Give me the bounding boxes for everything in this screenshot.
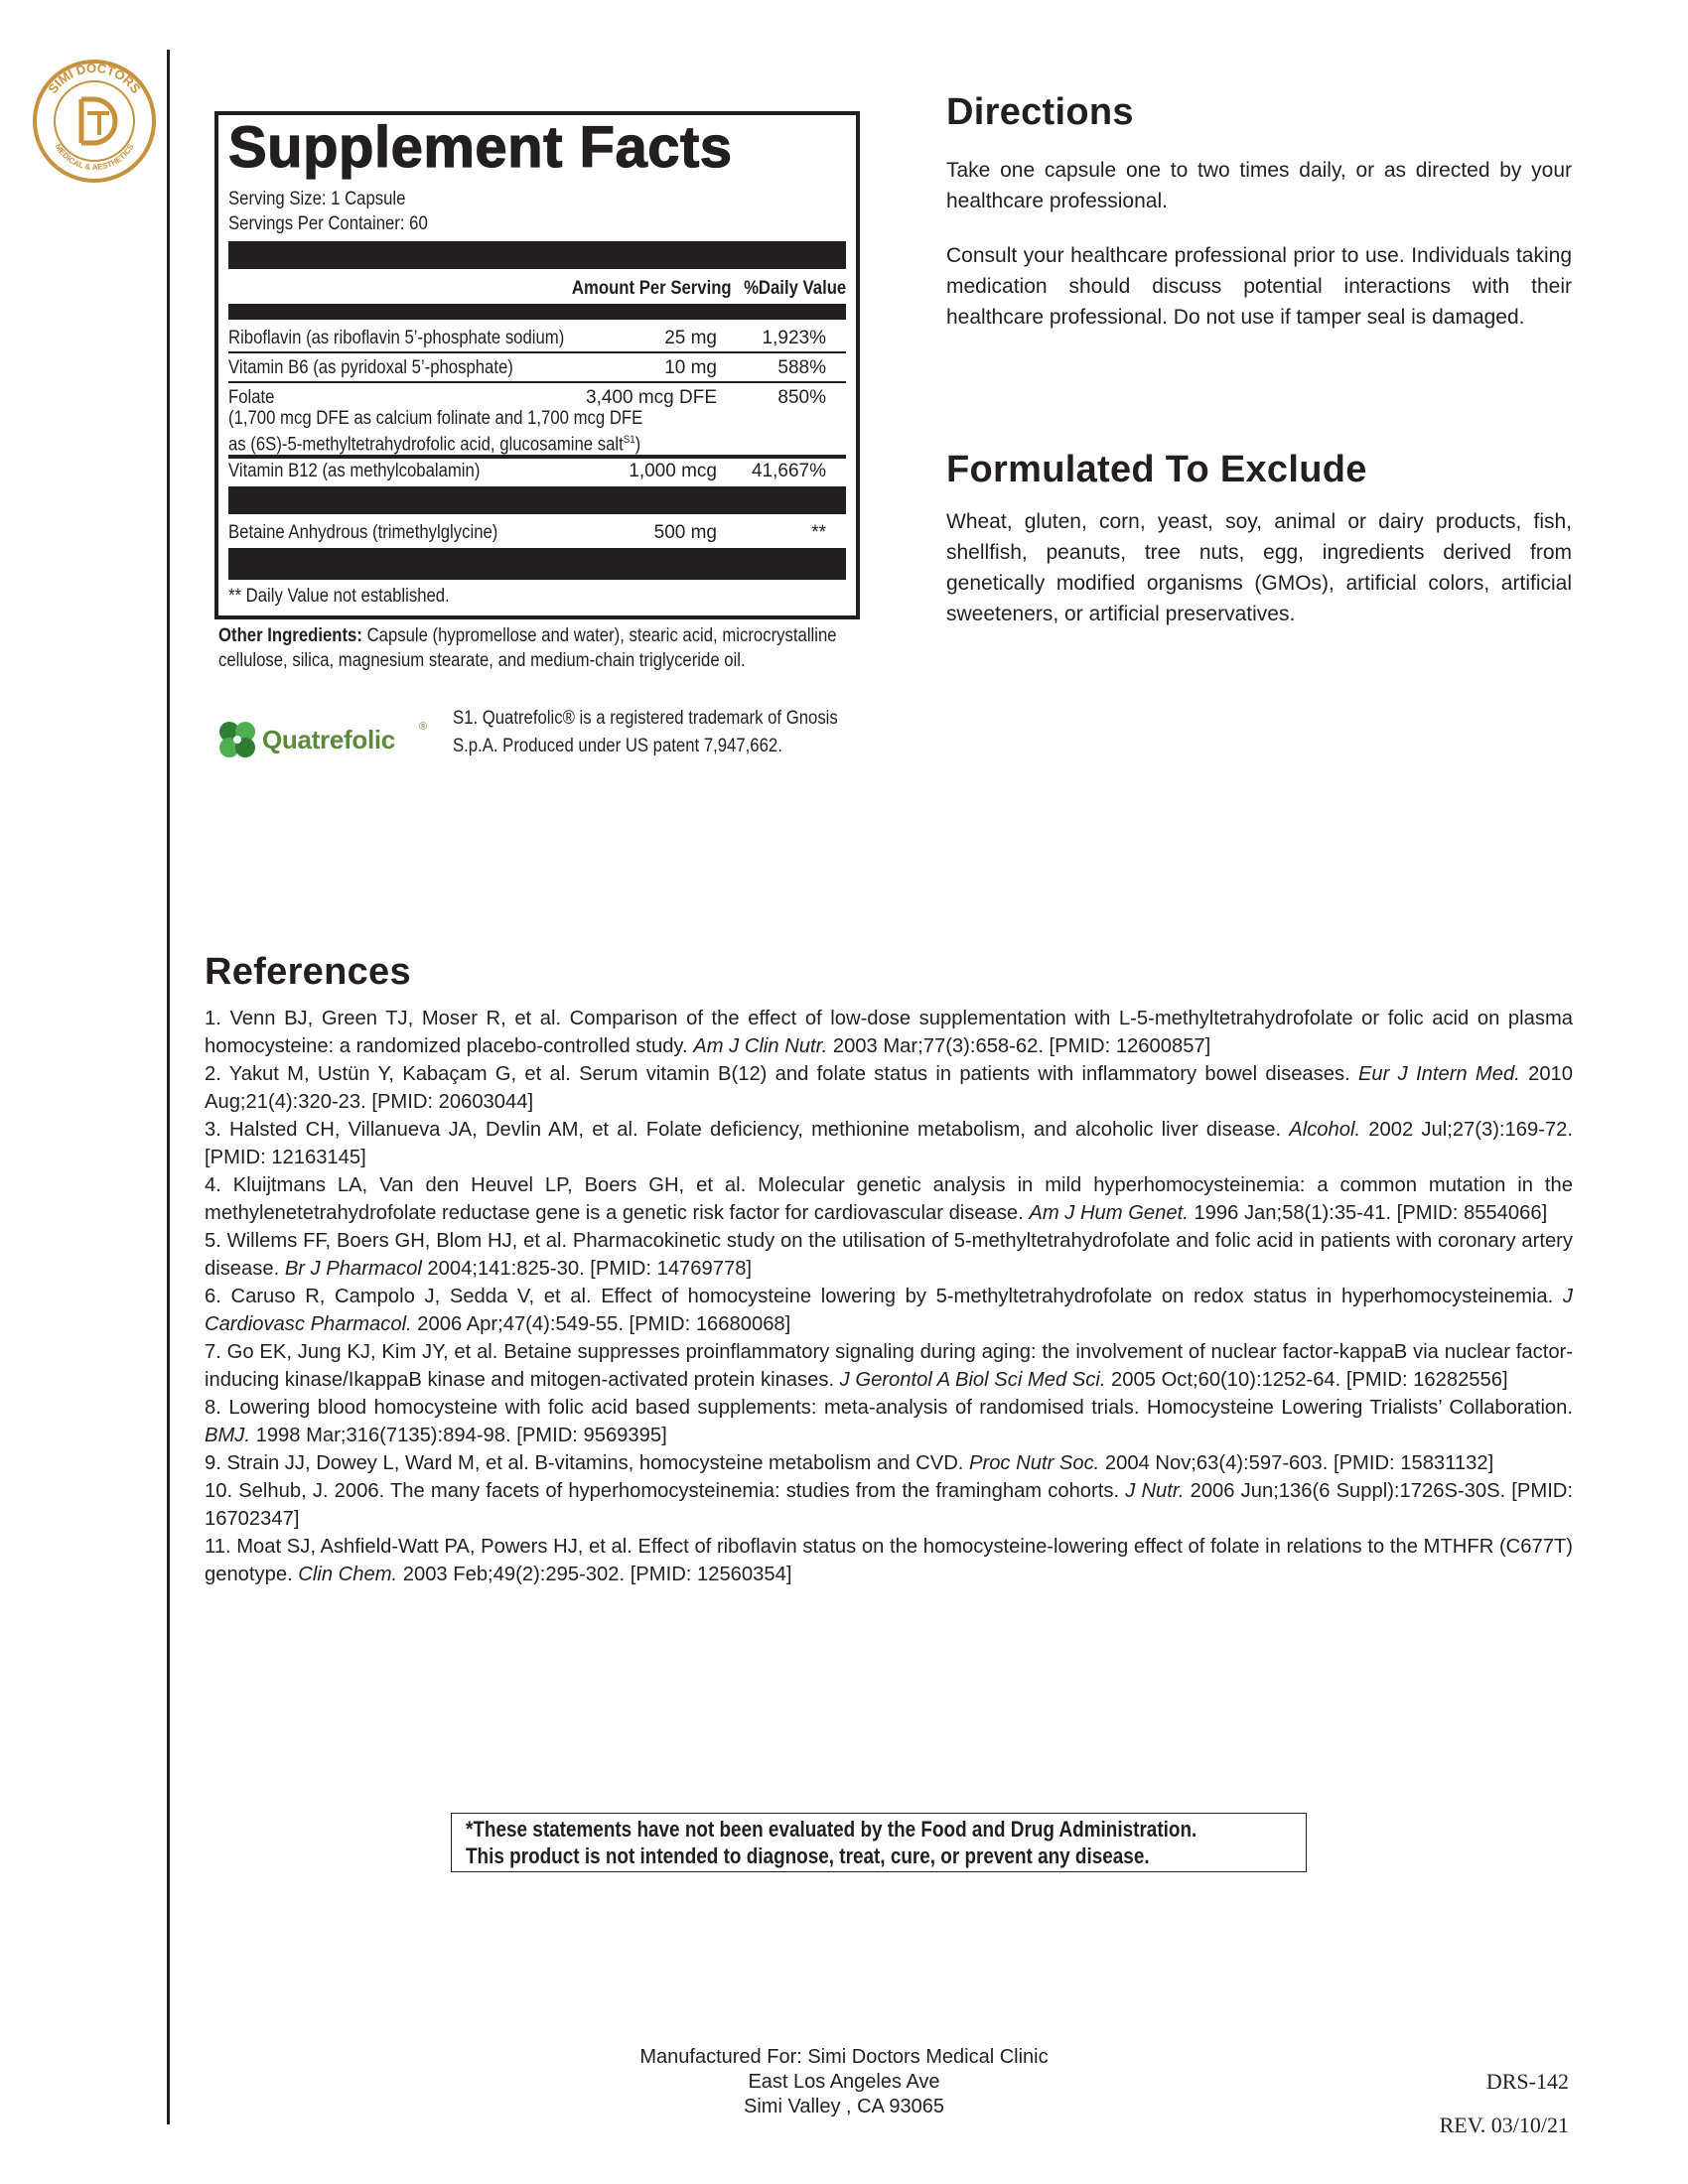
daily-value-header: %Daily Value xyxy=(743,278,846,299)
folate-detail-line-2: as (6S)-5-methyltetrahydrofolic acid, glucosamine salt$^{S1}$) xyxy=(228,434,641,456)
fda-disclaimer: *These statements have not been evaluated by the Food and Drug Administration. This product is not intended to diagnose, treat, cure, or prevent any disease. xyxy=(451,1813,1307,1872)
left-margin-rule xyxy=(167,50,170,2124)
exclude-text: Wheat, gluten, corn, yeast, soy, animal or dairy products, fish, shellfish, peanuts, tree nuts, egg, ingredients derived from genetically modified organisms (GMOs), artificial colors, artificial sweeteners, or artificial preservatives. xyxy=(946,510,1572,625)
facts-header-bar xyxy=(228,304,846,320)
folate-detail-line-1: (1,700 mcg DFE as calcium folinate and 1,700 mcg DFE xyxy=(228,408,643,429)
supplement-facts-panel: Supplement Facts Serving Size: 1 Capsule Servings Per Container: 60 Amount Per Serving %Daily Value Riboflavin (as riboflavin 5’-phosphate sodium) 25 mg 1,923% Vitamin B6 (as pyridoxal 5’-phosphate) 10 mg 588% Folate 3,400 mcg DFE 850% (1,700 mcg DFE as calcium folinate and 1,700 mcg DFE as (6S)-5-methyltetrahydrofolic acid, glucosamine salt$^{S1}$) Vitamin B12 (as methylcobalamin) 1,000 mcg 41,667% Betaine Anhydrous (trimethylglycine) 500 mg ** ** Daily Value not established. xyxy=(214,111,860,619)
other-ingredients: Other Ingredients: Capsule (hypromellose and water), stearic acid, microcrystalline cellulose, silica, magnesium stearate, and medium-chain triglyceride oil. xyxy=(218,625,837,671)
directions-text: Take one capsule one to two times daily, or as directed by your healthcare professional. xyxy=(946,159,1572,212)
reference-item: 5. Willems FF, Boers GH, Blom HJ, et al. Pharmacokinetic study on the utilisation of 5-methyltetrahydrofolate and folic acid in patients with coronary artery disease. Br J Pharmacol 2004;141:825-30. [PMID: 14769778] xyxy=(205,1230,1573,1280)
reference-item: 10. Selhub, J. 2006. The many facets of hyperhomocysteinemia: studies from the framingham cohorts. J Nutr. 2006 Jun;136(6 Suppl):1726S-30S. [PMID: 16702347] xyxy=(205,1480,1573,1530)
reference-item: 2. Yakut M, Ustün Y, Kabaçam G, et al. Serum vitamin B(12) and folate status in patients with inflammatory bowel diseases. Eur J Intern Med. 2010 Aug;21(4):320-23. [PMID: 20603044] xyxy=(205,1063,1573,1113)
references-heading: References xyxy=(205,951,411,993)
reference-item: 3. Halsted CH, Villanueva JA, Devlin AM, et al. Folate deficiency, methionine metabolism, and alcoholic liver disease. Alcohol. 2002 Jul;27(3):169-72. [PMID: 12163145] xyxy=(205,1119,1574,1168)
reference-item: 7. Go EK, Jung KJ, Kim JY, et al. Betaine suppresses proinflammatory signaling during aging: the involvement of nuclear factor-kappaB via nuclear factor-inducing kinase/IkappaB kinase and mitogen-activated protein kinases. J Gerontol A Biol Sci Med Sci. 2005 Oct;60(10):1252-64. [PMID: 16282556] xyxy=(205,1341,1573,1391)
references-list xyxy=(205,1005,1573,1588)
reference-item: 1. Venn BJ, Green TJ, Moser R, et al. Comparison of the effect of low-dose supplementation with L-5-methyltetrahydrofolate or folic acid on plasma homocysteine: a randomized placebo-controlled study. Am J Clin Nutr. 2003 Mar;77(3):658-62. [PMID: 12600857] xyxy=(205,1008,1573,1057)
reference-item: 8. Lowering blood homocysteine with folic acid based supplements: meta-analysis of randomised trials. Homocysteine Lowering Trialists’ Collaboration. BMJ. 1998 Mar;316(7135):894-98. [PMID: 9569395] xyxy=(205,1397,1573,1446)
reference-item: 9. Strain JJ, Dowey L, Ward M, et al. B-vitamins, homocysteine metabolism and CVD. Proc Nutr Soc. 2004 Nov;63(4):597-603. [PMID: 15831132] xyxy=(205,1452,1494,1474)
reference-item: 4. Kluijtmans LA, Van den Heuvel LP, Boers GH, et al. Molecular genetic analysis in mild hyperhomocysteinemia: a common mutation in the methylenetetrahydrofolate reductase gene is a genetic risk factor for cardiovascular disease. Am J Hum Genet. 1996 Jan;58(1):35-41. [PMID: 8554066] xyxy=(205,1174,1573,1224)
revision-date: REV. 03/10/21 xyxy=(1439,2113,1569,2137)
document-code: DRS-142 REV. 03/10/21 xyxy=(1360,2060,1569,2147)
clover-icon xyxy=(214,717,260,762)
manufacturer-address: Manufactured For: Simi Doctors Medical Clinic East Los Angeles Ave Simi Valley , CA 93065 xyxy=(639,2046,1049,2117)
amount-per-serving-header: Amount Per Serving xyxy=(572,278,732,299)
exclude-heading: Formulated To Exclude xyxy=(946,449,1367,490)
logo-text-top: SIMI DOCTORS xyxy=(45,60,144,96)
simi-doctors-logo xyxy=(30,48,159,187)
logo-text-bottom: MEDICAL & AESTHETICS xyxy=(53,142,136,173)
daily-value-footnote: ** Daily Value not established. xyxy=(228,586,450,607)
directions-heading: Directions xyxy=(946,91,1134,133)
quatrefolic-wordmark: Quatrefolic xyxy=(262,725,395,754)
facts-thick-bar xyxy=(228,241,846,269)
reference-item: 11. Moat SJ, Ashfield-Watt PA, Powers HJ, et al. Effect of riboflavin status on the homocysteine-lowering effect of folate in relations to the MTHFR (C677T) genotype. Clin Chem. 2003 Feb;49(2):295-302. [PMID: 12560354] xyxy=(205,1536,1573,1585)
quatrefolic-logo: Quatrefolic ® xyxy=(214,717,433,762)
supplement-facts-title: Supplement Facts xyxy=(228,115,733,180)
serving-size: Serving Size: 1 Capsule xyxy=(228,189,406,209)
servings-per-container: Servings Per Container: 60 xyxy=(228,213,428,234)
caution-text: Consult your healthcare professional prior to use. Individuals taking medication should discuss potential interactions with their healthcare professional. Do not use if tamper seal is damaged. xyxy=(946,244,1572,329)
reference-item: 6. Caruso R, Campolo J, Sedda V, et al. Effect of homocysteine lowering by 5-methyltetrahydrofolate on redox status in hyperhomocysteinemia. J Cardiovasc Pharmacol. 2006 Apr;47(4):549-55. [PMID: 16680068] xyxy=(205,1286,1573,1335)
quatrefolic-footnote: S1. Quatrefolic® is a registered trademark of Gnosis S.p.A. Produced under US patent 7,947,662. xyxy=(453,708,838,756)
